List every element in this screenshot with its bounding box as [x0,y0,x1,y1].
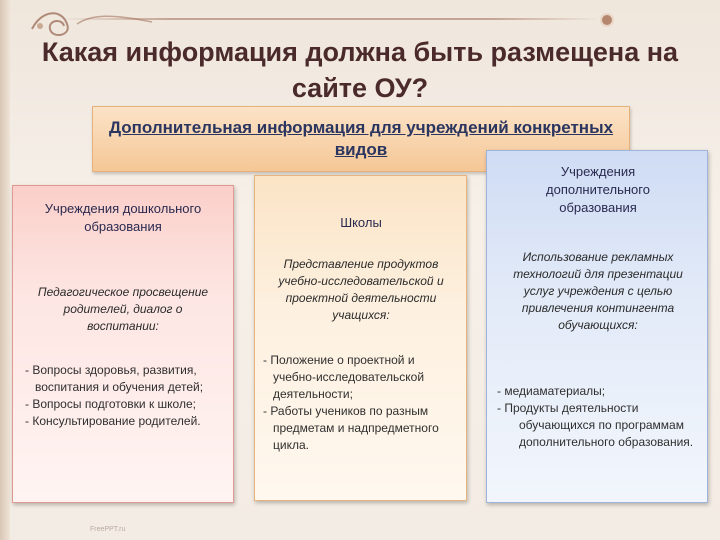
additional-education-column [486,150,708,503]
school-column [254,175,467,501]
banner-text: Дополнительная информация для учреждений конкретных видов [108,118,614,159]
school-heading: Школы [340,215,382,230]
header-divider-line [60,18,600,20]
additional-subheading: Использование рекламных технологий для презентации услуг учреждения с целью привлечения контингента обучающихся: [513,250,683,332]
preschool-subheading: Педагогическое просвещение родителей, диалог о воспитании: [37,285,209,333]
list-item: - Консультирование родителей. [25,414,201,428]
list-item: - Продукты деятельности обучающихся по программам дополнительного образования. [497,401,694,449]
list-item: - Вопросы здоровья, развития, воспитания и обучения детей; [25,363,204,394]
preschool-column [12,185,234,503]
list-item: - Вопросы подготовки к школе; [25,397,196,411]
page-title: Какая информация должна быть размещена на сайте ОУ? [41,37,679,103]
list-item: - Положение о проектной и учебно-исследовательской деятельности; [263,353,425,401]
left-decorative-border [0,0,10,540]
school-list [263,352,459,454]
additional-list [497,383,701,451]
preschool-heading: Учреждения дошкольного образования [44,201,202,234]
preschool-list [25,362,221,430]
header-dot-icon [600,13,614,27]
school-subheading: Представление продуктов учебно-исследовательской и проектной деятельности учащихся: [278,257,444,322]
additional-heading: Учреждения дополнительного образования [546,164,650,215]
list-item: - медиаматериалы; [497,384,606,398]
footer-watermark: FreePPT.ru [90,526,126,533]
list-item: - Работы учеников по разным предметам и надпредметного цикла. [263,404,439,452]
